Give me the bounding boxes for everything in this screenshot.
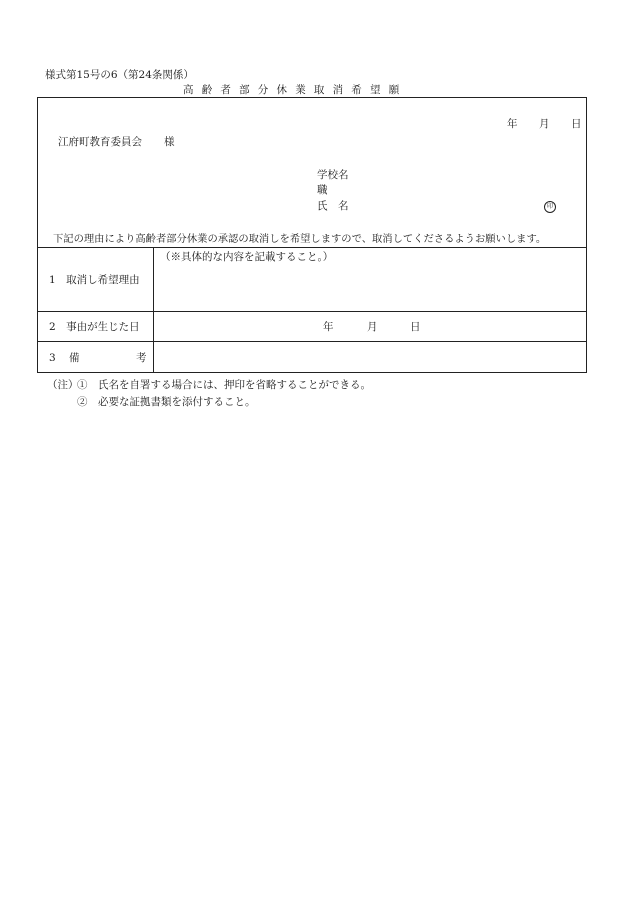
school-name-label: 学校名 (317, 169, 349, 181)
row-divider (37, 311, 587, 312)
applicant-name-label: 氏 名 (317, 200, 349, 212)
remarks-input-area[interactable] (154, 342, 586, 372)
date-day-label: 日 (571, 118, 582, 130)
reason-label: 1 取消し希望理由 (49, 274, 140, 286)
form-number: 様式第15号の6（第24条関係） (45, 69, 194, 81)
row-divider (37, 247, 587, 248)
addressee-name: 江府町教育委員会 (58, 136, 142, 148)
seal-mark: 印 (544, 201, 556, 213)
form-title: 高齢者部分休業取消希望願 (183, 84, 408, 96)
occurrence-year-label: 年 (323, 321, 334, 333)
addressee-honorific: 様 (164, 136, 175, 148)
occurrence-month-label: 月 (367, 321, 378, 333)
note-item: ② 必要な証拠書類を添付すること。 (77, 396, 256, 408)
reason-note: （※具体的な内容を記載すること。） (160, 251, 334, 263)
occurrence-date-label: 2 事由が生じた日 (49, 321, 140, 333)
date-year-label: 年 (507, 118, 518, 130)
request-statement: 下記の理由により高齢者部分休業の承認の取消しを希望しますので、取消してくださるようお願いします。 (53, 233, 547, 245)
date-month-label: 月 (539, 118, 550, 130)
reason-input-area[interactable] (154, 266, 586, 310)
remarks-label-char-1: 備 (69, 352, 80, 364)
occurrence-day-label: 日 (410, 321, 421, 333)
remarks-number: 3 (49, 352, 56, 364)
remarks-label-char-2: 考 (136, 352, 147, 364)
notes-prefix: （注） (47, 379, 79, 391)
position-label: 職 (317, 184, 328, 196)
note-item: ① 氏名を自署する場合には、押印を省略することができる。 (77, 379, 371, 391)
